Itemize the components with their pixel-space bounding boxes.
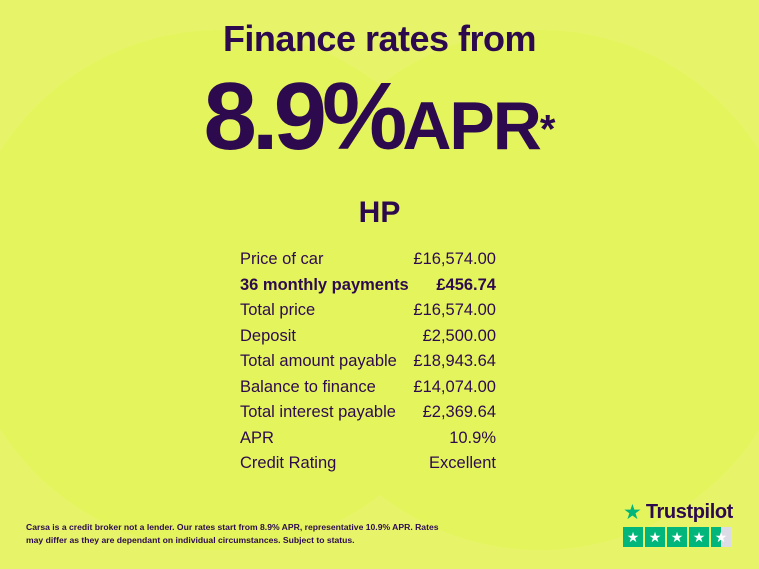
asterisk-marker: * xyxy=(539,107,556,152)
row-value: £456.74 xyxy=(436,275,496,294)
row-value: £2,369.64 xyxy=(422,403,496,421)
table-row xyxy=(240,451,496,477)
table-row xyxy=(240,400,496,426)
row-label: APR xyxy=(240,428,274,447)
star-icon: ★ xyxy=(689,527,709,547)
table-row xyxy=(240,247,496,273)
disclaimer-text: Carsa is a credit broker not a lender. Our rates start from 8.9% APR, representative 10.9% APR. Rates may differ as they are dependant on individual circumstances. Subject to status. xyxy=(26,522,439,545)
row-label: 36 monthly payments xyxy=(240,275,409,294)
row-value: £14,074.00 xyxy=(413,377,496,396)
row-value: £2,500.00 xyxy=(422,326,496,345)
row-label: Balance to finance xyxy=(240,377,376,396)
table-row xyxy=(240,273,496,299)
star-icon: ★ xyxy=(667,527,687,547)
row-label: Price of car xyxy=(240,250,324,268)
table-row xyxy=(240,324,496,350)
row-label: Deposit xyxy=(240,326,296,345)
row-value: £16,574.00 xyxy=(413,301,496,319)
table-row xyxy=(240,349,496,375)
trustpilot-stars xyxy=(623,527,735,547)
half-star-icon: ★ xyxy=(711,527,731,547)
trustpilot-star-icon: ★ xyxy=(623,501,642,524)
trustpilot-rating xyxy=(623,501,735,547)
apr-unit-label: APR xyxy=(402,88,540,164)
row-value: 10.9% xyxy=(449,428,496,447)
page-title: Finance rates from xyxy=(222,18,537,59)
apr-rate-value: 8.9% xyxy=(203,63,403,170)
trustpilot-wordmark: Trustpilot xyxy=(645,501,733,523)
finance-plan-title: HP xyxy=(358,196,401,229)
row-label: Total interest payable xyxy=(240,403,396,421)
row-value: £16,574.00 xyxy=(413,250,496,268)
apr-headline xyxy=(0,62,759,172)
row-label: Total price xyxy=(240,301,316,319)
table-row xyxy=(240,426,496,452)
row-value: £18,943.64 xyxy=(413,352,496,370)
row-value: Excellent xyxy=(429,454,496,472)
row-label: Credit Rating xyxy=(240,454,337,472)
finance-details-table xyxy=(240,247,496,477)
table-row xyxy=(240,375,496,401)
star-icon: ★ xyxy=(623,527,643,547)
star-icon: ★ xyxy=(645,527,665,547)
table-row xyxy=(240,298,496,324)
row-label: Total amount payable xyxy=(240,352,397,370)
